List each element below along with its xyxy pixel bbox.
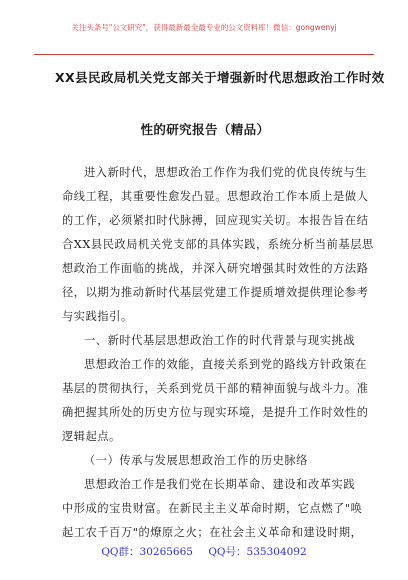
section-heading: 一、新时代基层思想政治工作的时代背景与现实挑战 — [84, 334, 356, 347]
paragraph-line: 中形成的宝贵财富。在新民主主义革命时期，它点燃了"唤 — [62, 502, 363, 515]
paragraph-line: 逻辑起点。 — [62, 430, 121, 443]
paragraph-line: 想政治工作面临的挑战，并深入研究增强其时效性的方法路 — [62, 262, 369, 275]
footer-qq-group: QQ群：30265665 — [101, 546, 193, 558]
paragraph-line: 思想政治工作的效能，直接关系到党的路线方针政策在 — [84, 358, 367, 371]
paragraph-line: 径，以期为推动新时代基层党建工作提质增效提供理论参考 — [62, 286, 369, 299]
page-header-banner — [34, 0, 374, 55]
footer-qq-number: QQ号：535304092 — [208, 546, 307, 558]
header-promo-text: 关注头条号"公文研究"，获得最新最全最专业的公文资料库！微信：gongwenyj — [71, 22, 337, 32]
document-title-line-2: 性的研究报告（精品） — [140, 122, 270, 137]
document-title-line-1: XX县民政局机关党支部关于增强新时代思想政治工作时效 — [55, 70, 385, 85]
subsection-heading: （一）传承与发展思想政治工作的历史脉络 — [84, 454, 308, 467]
paragraph-line: 的工作，必须紧扣时代脉搏，回应现实关切。本报告旨在结 — [62, 214, 369, 227]
paragraph-line: 命线工程，其重要性愈发凸显。思想政治工作本质上是做人 — [62, 190, 369, 203]
paragraph-line: 思想政治工作是我们党在长期革命、建设和改革实践 — [84, 478, 356, 491]
paragraph-line: 起工农千百万"的燎原之火；在社会主义革命和建设时期， — [62, 526, 363, 539]
page-footer — [0, 544, 408, 562]
paragraph-line: 基层的贯彻执行，关系到党员干部的精神面貌与战斗力。准 — [62, 382, 369, 395]
paragraph-line: 合XX县民政局机关党支部的具体实践，系统分析当前基层思 — [62, 238, 374, 251]
paragraph-line: 确把握其所处的历史方位与现实环境，是提升工作时效性的 — [62, 406, 369, 419]
paragraph-line: 与实践指引。 — [62, 310, 133, 323]
paragraph-line: 进入新时代，思想政治工作作为我们党的优良传统与生 — [84, 166, 367, 179]
